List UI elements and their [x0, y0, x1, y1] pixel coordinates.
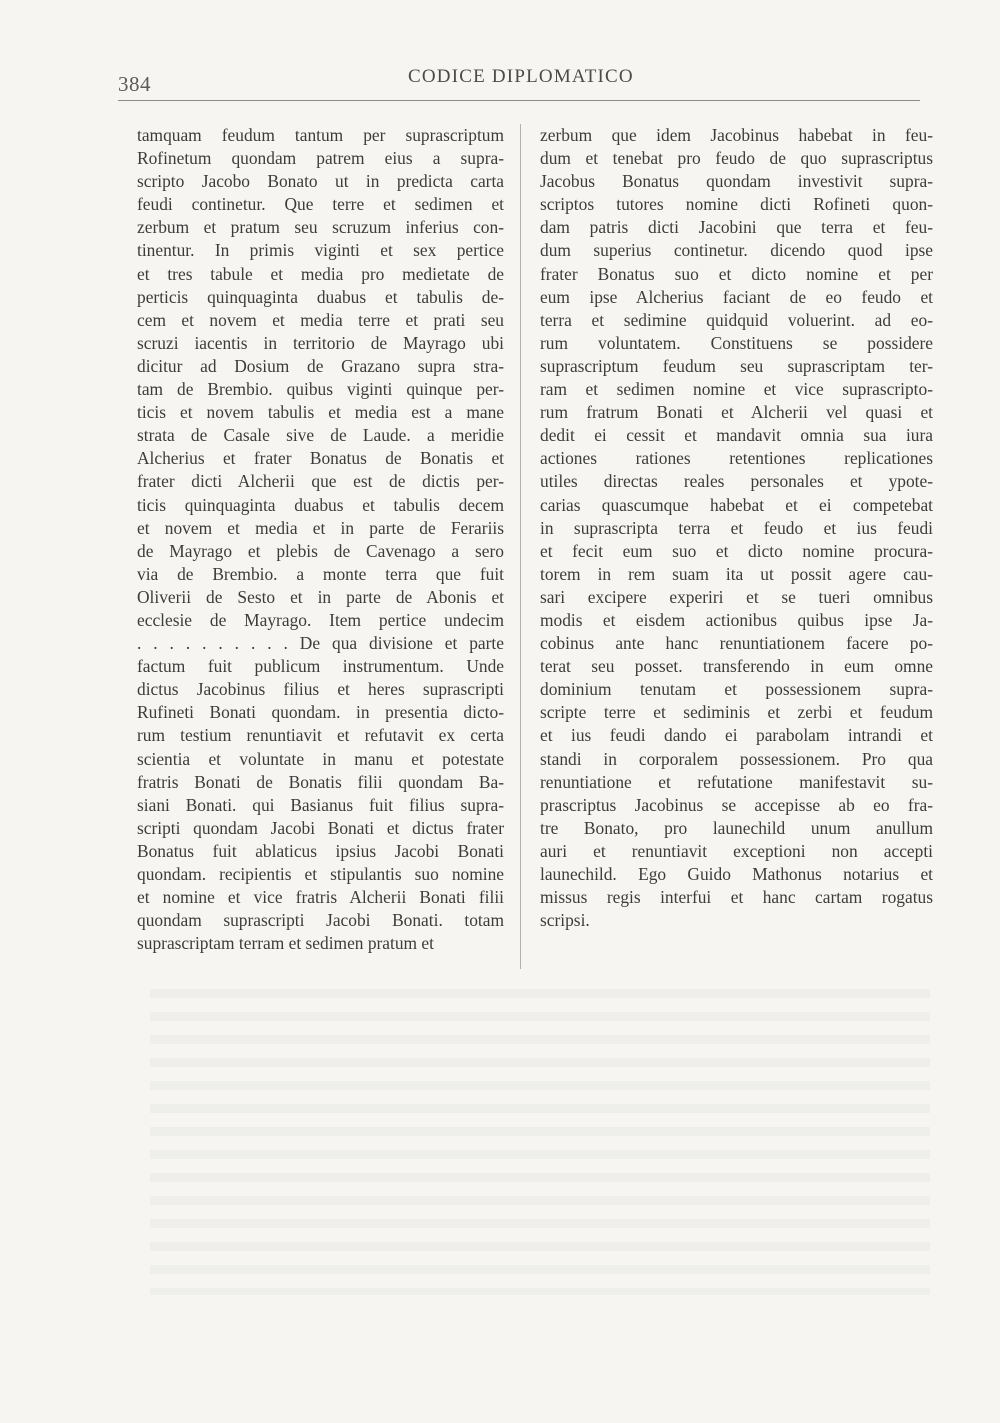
header-rule — [118, 100, 920, 101]
running-title: CODICE DIPLOMATICO — [408, 66, 634, 87]
text-line: dam patris dicti Jacobini que terra et feu- — [540, 217, 933, 238]
text-line: rum voluntatem. Constituens se possidere — [540, 332, 933, 353]
text-line: Rofinetum quondam patrem eius a supra- — [137, 148, 504, 169]
text-line: scriptos tutores nomine dicti Rofineti quon- — [540, 194, 933, 215]
text-line: terra et sedimine quidquid voluerint. ad eo- — [540, 309, 933, 330]
text-line: Jacobus Bonatus quondam investivit supra- — [540, 171, 933, 192]
text-line: tre Bonato, pro launechild unum anullum — [540, 817, 933, 838]
text-line: standi in corporalem possessionem. Pro qua — [540, 748, 933, 769]
text-line: et nomine et vice fratris Alcherii Bonati filii — [137, 887, 504, 908]
text-line: frater dicti Alcherii que est de dictis per- — [137, 471, 504, 492]
text-line: dum et tenebat pro feudo de quo suprascriptus — [540, 148, 933, 169]
text-line: Alcherius et frater Bonatus de Bonatis et — [137, 448, 504, 469]
text-line: scripte terre et sediminis et zerbi et feudum — [540, 702, 933, 723]
text-line: sari excipere experiri et se tueri omnibus — [540, 586, 933, 607]
text-line: frater Bonatus suo et dicto nomine et per — [540, 263, 933, 284]
text-line: scripto Jacobo Bonato ut in predicta carta — [137, 171, 504, 192]
text-line: via de Brembio. a monte terra que fuit — [137, 563, 504, 584]
text-line: feudi continetur. Que terre et sedimen et — [137, 194, 504, 215]
text-line: Oliverii de Sesto et in parte de Abonis et — [137, 586, 504, 607]
text-line: modis et eisdem actionibus quibus ipse Ja- — [540, 609, 933, 630]
text-line: missus regis interfui et hanc cartam rogatus — [540, 887, 933, 908]
text-line: auri et renuntiavit exceptioni non accepti — [540, 840, 933, 861]
text-line: de Mayrago et plebis de Cavenago a sero — [137, 540, 504, 561]
text-line: tinentur. In primis viginti et sex pertice — [137, 240, 504, 261]
text-line: eum ipse Alcherius faciant de eo feudo et — [540, 286, 933, 307]
text-line: et fecit eum suo et dicto nomine procura- — [540, 540, 933, 561]
text-line: factum fuit publicum instrumentum. Unde — [137, 656, 504, 677]
text-line: suprascriptam terram et sedimen pratum et — [137, 933, 434, 954]
text-line: quondam. recipientis et stipulantis suo nomine — [137, 864, 504, 884]
text-line: rum fratrum Bonati et Alcherii vel quasi et — [540, 402, 933, 423]
text-line: in suprascripta terra et feudo et ius feudi — [540, 517, 933, 538]
text-line: . . . . . . . . . . De qua divisione et parte — [137, 633, 504, 654]
text-line: scripti quondam Jacobi Bonati et dictus frater — [137, 817, 504, 838]
text-line: ecclesie de Mayrago. Item pertice undecim — [137, 609, 504, 630]
text-line: rum testium renuntiavit et refutavit ex certa — [137, 725, 504, 746]
text-line: Rufineti Bonati quondam. in presentia dicto- — [137, 702, 504, 723]
text-line: Bonatus fuit ablaticus ipsius Jacobi Bonati — [137, 840, 504, 861]
text-line: zerbum que idem Jacobinus habebat in feu- — [540, 125, 933, 145]
text-line: torem in rem suam ita ut possit agere cau- — [540, 563, 933, 584]
text-line: strata de Casale sive de Laude. a meridie — [137, 425, 504, 446]
text-line: dum superius continetur. dicendo quod ipse — [540, 240, 933, 261]
text-line: renuntiatione et refutatione manifestavit su- — [540, 771, 933, 792]
column-divider — [520, 124, 521, 969]
text-line: et tres tabule et media pro medietate de — [137, 263, 504, 284]
reverse-side-bleed-through — [150, 975, 930, 1295]
text-line: scientia et voluntate in manu et potestate — [137, 748, 504, 769]
text-line: cem et novem et media terre et prati seu — [137, 309, 504, 330]
text-line: utiles directas reales personales et ypote- — [540, 471, 933, 492]
text-line: cobinus ante hanc renuntiationem facere po- — [540, 633, 933, 654]
text-line: dedit ei cessit et mandavit omnia sua iura — [540, 425, 933, 446]
text-line: ticis quinquaginta duabus et tabulis decem — [137, 494, 504, 515]
text-line: suprascriptum feudum seu suprascriptam ter- — [540, 355, 933, 376]
text-line: zerbum et pratum seu scruzum inferius con- — [137, 217, 504, 238]
text-line: launechild. Ego Guido Mathonus notarius et — [540, 864, 933, 884]
text-line: et novem et media et in parte de Ferariis — [137, 517, 504, 538]
text-line: dominium tenutam et possessionem supra- — [540, 679, 933, 700]
text-line: prascriptus Jacobinus se accepisse ab eo fra- — [540, 794, 933, 815]
text-line: ticis et novem tabulis et media est a mane — [137, 402, 504, 423]
text-line: tam de Brembio. quibus viginti quinque per- — [137, 379, 504, 400]
text-line: carias quascumque habebat et ei competebat — [540, 494, 933, 515]
text-line: fratris Bonati de Bonatis filii quondam Ba- — [137, 771, 504, 792]
right-text-column — [540, 124, 933, 932]
text-line: quondam suprascripti Jacobi Bonati. totam — [137, 910, 504, 931]
left-text-column — [137, 124, 504, 955]
text-line: tamquam feudum tantum per suprascriptum — [137, 125, 504, 145]
text-line: et ius feudi dando ei parabolam intrandi et — [540, 725, 933, 746]
text-line: terat seu posset. transferendo in eum omne — [540, 656, 933, 677]
text-line: siani Bonati. qui Basianus fuit filius supra- — [137, 794, 504, 815]
text-line: dicitur ad Dosium de Grazano supra stra- — [137, 355, 504, 376]
text-line: scripsi. — [540, 910, 590, 931]
page-number: 384 — [118, 72, 151, 96]
text-line: ram et sedimen nomine et vice suprascripto- — [540, 379, 933, 400]
text-line: dictus Jacobinus filius et heres suprascripti — [137, 679, 504, 700]
text-line: scruzi iacentis in territorio de Mayrago ubi — [137, 332, 504, 353]
text-line: actiones rationes retentiones replicationes — [540, 448, 933, 469]
text-line: perticis quinquaginta duabus et tabulis de- — [137, 286, 504, 307]
